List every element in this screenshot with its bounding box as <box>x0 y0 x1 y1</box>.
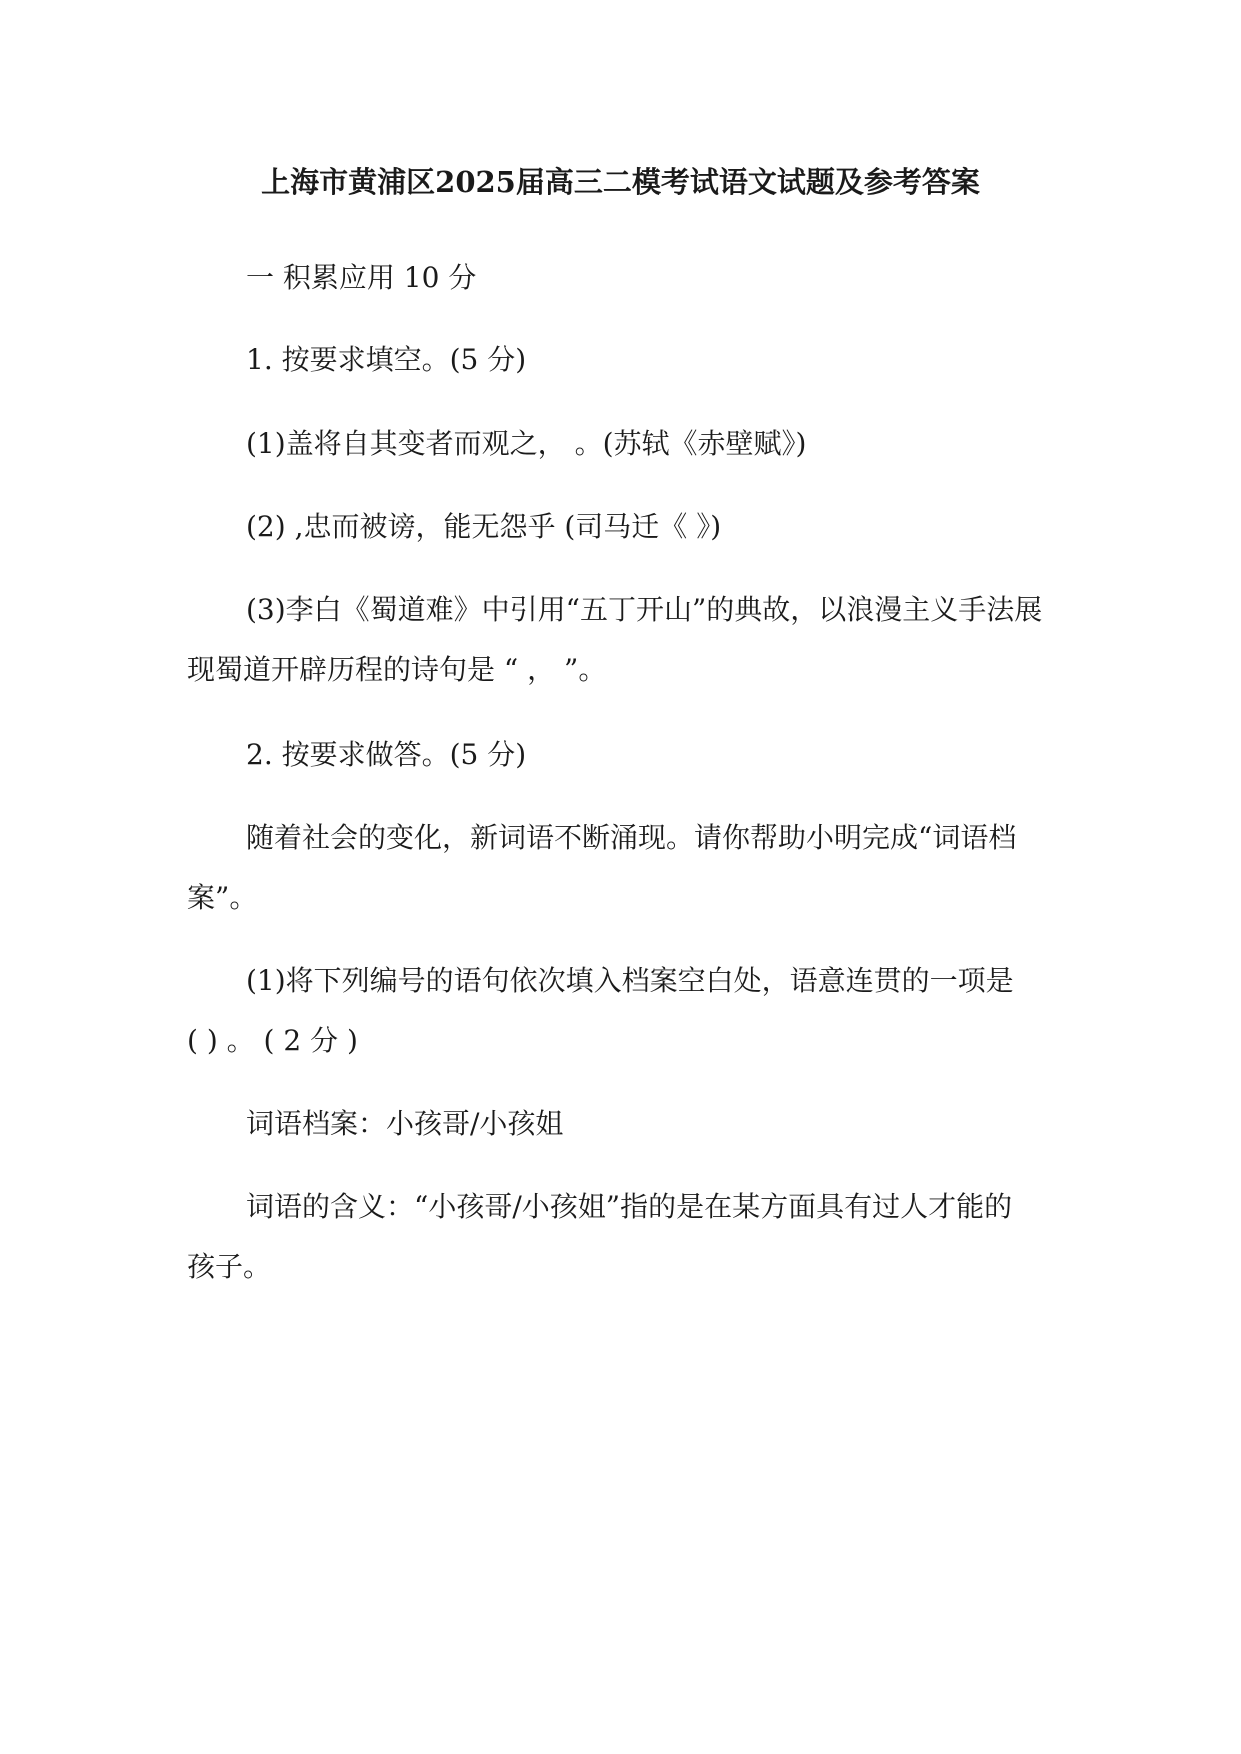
question-1-item-3: (3)李白《蜀道难》中引用“五丁开山”的典故，以浪漫主义手法展 <box>246 593 1043 626</box>
question-2-item-1: (1)将下列编号的语句依次填入档案空白处，语意连贯的一项是 <box>246 964 1014 997</box>
question-2-intro: 随着社会的变化，新词语不断涌现。请你帮助小明完成“词语档 <box>246 821 1017 854</box>
word-meaning: 词语的含义：“小孩哥/小孩姐”指的是在某方面具有过人才能的 <box>246 1190 1013 1223</box>
question-2-intro-continued: 案”。 <box>187 881 258 914</box>
document-title: 上海市黄浦区2025届高三二模考试语文试题及参考答案 <box>261 165 980 199</box>
section-heading: 一 积累应用 10 分 <box>246 261 477 294</box>
question-1-item-3-continued: 现蜀道开辟历程的诗句是 “ ， ”。 <box>187 653 607 686</box>
question-1-item-2: (2) ,忠而被谤，能无怨乎 (司马迁《 》) <box>246 510 722 543</box>
word-meaning-continued: 孩子。 <box>187 1250 272 1283</box>
word-archive-heading: 词语档案：小孩哥/小孩姐 <box>246 1107 564 1140</box>
question-1-heading: 1. 按要求填空。(5 分) <box>246 343 527 376</box>
question-2-item-1-continued: ( ) 。 ( 2 分 ) <box>187 1024 358 1057</box>
question-1-item-1: (1)盖将自其变者而观之， 。(苏轼《赤壁赋》) <box>246 427 807 460</box>
question-2-heading: 2. 按要求做答。(5 分) <box>246 738 527 771</box>
